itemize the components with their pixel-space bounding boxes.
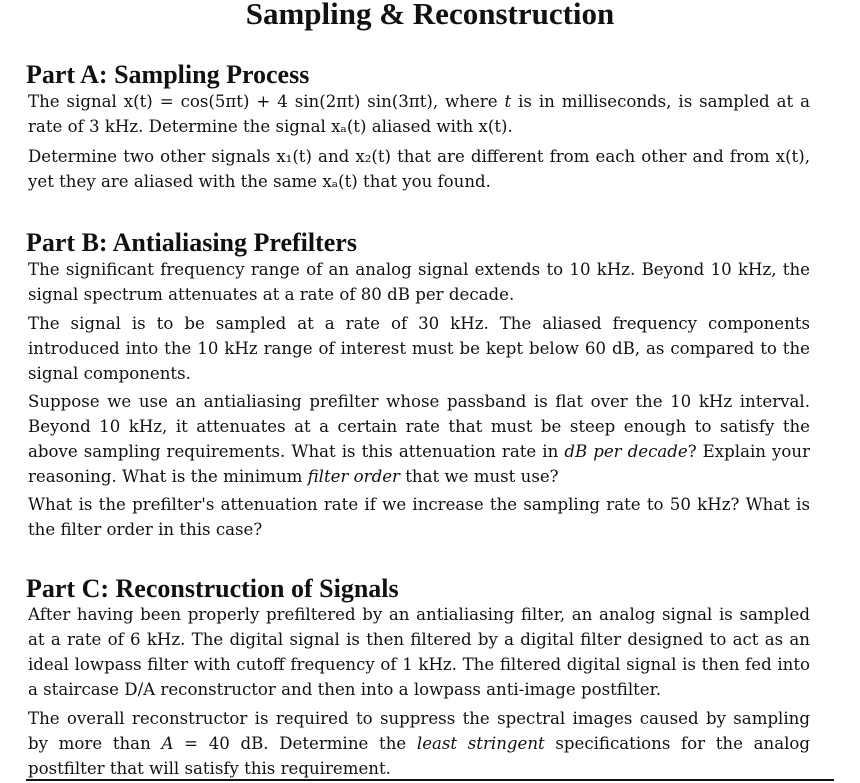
symbol-x-of-t: x(t) bbox=[478, 117, 508, 136]
symbol-x-of-t: x(t) bbox=[123, 92, 153, 111]
part-b-paragraph-3: Suppose we use an antialiasing prefilter whose passband is flat over the 10 kHz interval. Beyond 10 kHz, it attenuates at a certain rate that must be steep enough to satisfy the above sampling requirements. What is this attenuation rate in dB per decade? Explain your reasoning. What is the minimum filter order that we must use? bbox=[28, 392, 811, 486]
part-c-paragraph-2: The overall reconstructor is required to suppress the spectral images caused by sampling by more than A = 40 dB. Determine the least stringent specifications for the analog postfilter that will satisfy this requirement. bbox=[28, 709, 811, 778]
part-b-heading: Part B: Antialiasing Prefilters bbox=[26, 228, 357, 257]
symbol-x2-of-t: x₂(t) bbox=[355, 147, 391, 166]
part-a-heading: Part A: Sampling Process bbox=[26, 60, 310, 89]
emphasis-db-per-decade: dB per decade bbox=[564, 442, 688, 461]
part-c-heading: Part C: Reconstruction of Signals bbox=[26, 574, 399, 603]
page-title: Sampling & Reconstruction bbox=[245, 0, 615, 31]
symbol-t: t bbox=[504, 92, 512, 111]
part-b-paragraph-1: The significant frequency range of an analog signal extends to 10 kHz. Beyond 10 kHz, the signal spectrum attenuates at a rate of 80 dB per decade. bbox=[28, 260, 810, 304]
emphasis-filter-order: filter order bbox=[307, 467, 400, 486]
part-b-paragraph-4: What is the prefilter's attenuation rate if we increase the sampling rate to 50 kHz? What is the filter order in this case? bbox=[28, 495, 810, 539]
emphasis-least-stringent: least stringent bbox=[416, 734, 545, 753]
bottom-divider bbox=[26, 779, 834, 781]
part-b-paragraph-2: The signal is to be sampled at a rate of 30 kHz. The aliased frequency components introduced into the 10 kHz range of interest must be kept below 60 dB, as compared to the signal components. bbox=[28, 314, 810, 383]
symbol-xa-of-t: xₐ(t) bbox=[322, 172, 358, 191]
symbol-a: A bbox=[161, 734, 174, 753]
symbol-xa-of-t: xₐ(t) bbox=[331, 117, 367, 136]
part-a-paragraph-1: The signal x(t) = cos(5πt) + 4 sin(2πt) sin(3πt), where t is in milliseconds, is sampled at a rate of 3 kHz. Determine the signal xₐ(t) aliased with x(t). bbox=[28, 92, 811, 136]
symbol-x-of-t: x(t) bbox=[775, 147, 805, 166]
part-c-paragraph-1: After having been properly prefiltered by an antialiasing filter, an analog signal is sampled at a rate of 6 kHz. The digital signal is then filtered by a digital filter designed to act as an ideal lowpass filter with cutoff frequency of 1 kHz. The filtered digital signal is then fed into a staircase D/A reconstructor and then into a lowpass anti-image postfilter. bbox=[28, 605, 810, 699]
part-a-paragraph-2: Determine two other signals x₁(t) and x₂(t) that are different from each other and from x(t), yet they are aliased with the same xₐ(t) that you found. bbox=[28, 147, 810, 191]
symbol-x1-of-t: x₁(t) bbox=[276, 147, 312, 166]
